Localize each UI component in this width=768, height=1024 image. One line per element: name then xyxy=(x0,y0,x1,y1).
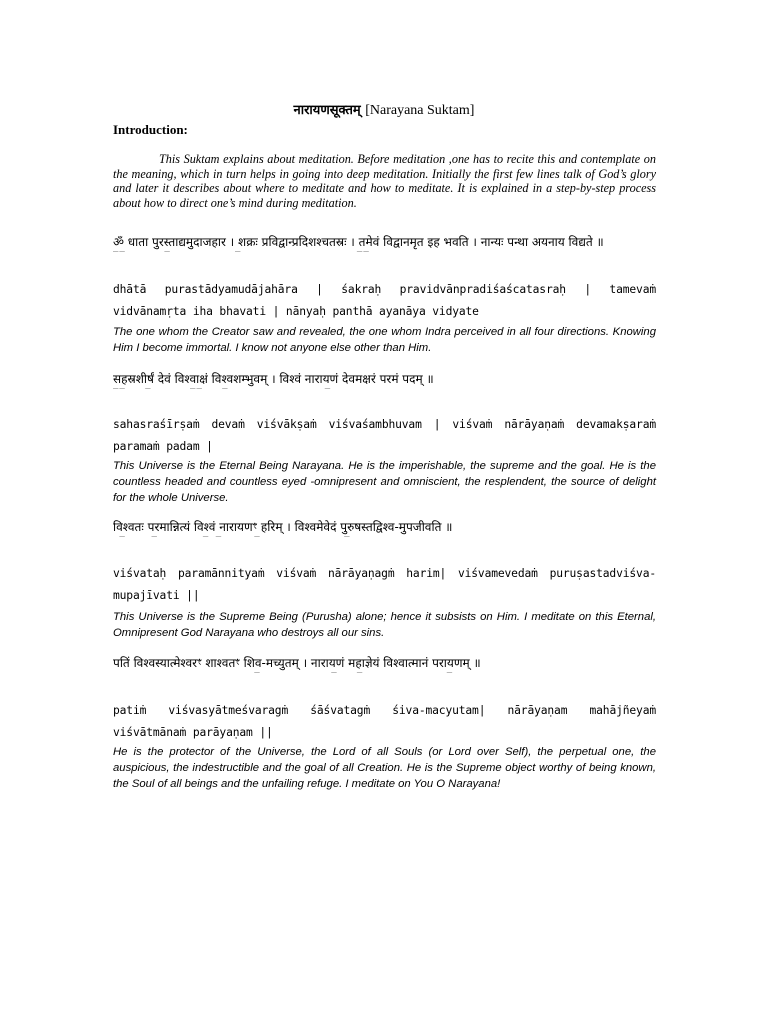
verse-1-transliteration: dhātā purastādyamudājahāra | śakraḥ pravidvānpradiśaścatasraḥ | tamevaṁ vidvānamṛta iha bhavati | nānyaḥ panthā ayanāya vidyate xyxy=(113,283,656,318)
title-latin: [Narayana Suktam] xyxy=(365,103,475,118)
verse-1-sanskrit: ॐ धाता पुरस्ताद्यमुदाजहार । शक्रः प्रविद्वान्प्रदिशश्चतस्रः । तमेवं विद्वानमृत इह भवति । नान्यः पन्था अयनाय विद्यते ॥ xyxy=(113,235,604,249)
page-title xyxy=(0,100,768,119)
verse-3-sanskrit: विश्वतः परमान्नित्यं विश्वं नारायणꣳ हरिम् । विश्वमेवेदं पुरुषस्तद्विश्व-मुपजीवति ॥ xyxy=(113,520,453,534)
verse-3-accent-marks: ‾ ‾ ‾ ‾ ‾ ‾ xyxy=(113,536,351,546)
verse-1-accent-marks: ‾‾ ‾ ‾ ‾‾ xyxy=(113,251,370,261)
title-devanagari: नारायणसूक्तम् xyxy=(293,103,361,118)
intro-paragraph: This Suktam explains about meditation. Before meditation ,one has to recite this and contemplate on the meaning, which in turn helps in going into deep meditation. Initially the first few lines talk of God’s glory and later it describes about where to meditate and how to meditate. It is explained in a step-by-step process about how to direct one’s mind during meditation. xyxy=(113,152,656,210)
verse-2-meaning: This Universe is the Eternal Being Narayana. He is the imperishable, the supreme and the goal. He is the countless headed and countless eyed -omnipresent and omniscient, the resplendent, the source of delight for the whole Universe. xyxy=(113,460,656,504)
verse-3-meaning: This Universe is the Supreme Being (Purusha) alone; hence it subsists on Him. I meditate on this Eternal, Omnipresent God Narayana who destroys all our sins. xyxy=(113,611,656,639)
verse-2-sanskrit: सहस्रशीर्षं देवं विश्वाक्षं विश्वशम्भुवम् । विश्वं नारायणं देवमक्षरं परमं पदम् ॥ xyxy=(113,372,434,386)
intro-heading: Introduction: xyxy=(113,122,188,137)
verse-2-accent-marks: ‾‾ ‾ ‾‾ ‾ ‾ xyxy=(113,388,332,398)
verse-3-transliteration: viśvataḥ paramānnityaṁ viśvaṁ nārāyaṇagṁ harim| viśvamevedaṁ puruṣastadviśva-mupajīvati || xyxy=(113,567,656,602)
verse-4-accent-marks: ‾ ‾ ‾ ‾ xyxy=(113,672,454,682)
verse-2-transliteration: sahasraśīrṣaṁ devaṁ viśvākṣaṁ viśvaśambhuvam | viśvaṁ nārāyaṇaṁ devamakṣaraṁ paramaṁ padam | xyxy=(113,418,656,453)
verse-1-meaning: The one whom the Creator saw and revealed, the one whom Indra perceived in all four directions. Knowing Him I become immortal. I know not anyone else other than Him. xyxy=(113,326,656,354)
verse-4-meaning: He is the protector of the Universe, the Lord of all Souls (or Lord over Self), the perpetual one, the auspicious, the indestructible and the goal of all Creation. He is the Supreme object worthy of being known, the Soul of all beings and the unfailing refuge. I meditate on You O Narayana! xyxy=(113,746,656,790)
verse-4-transliteration: patiṁ viśvasyātmeśvaragṁ śāśvatagṁ śiva-macyutam| nārāyaṇam mahājñeyaṁ viśvātmānaṁ parāyaṇam || xyxy=(113,704,656,739)
verse-4-sanskrit: पतिं विश्वस्यात्मेश्वरꣳ शाश्वतꣳ शिव-मच्युतम् । नारायणं महाज्ञेयं विश्वात्मानं परायणम् ॥ xyxy=(113,656,481,670)
